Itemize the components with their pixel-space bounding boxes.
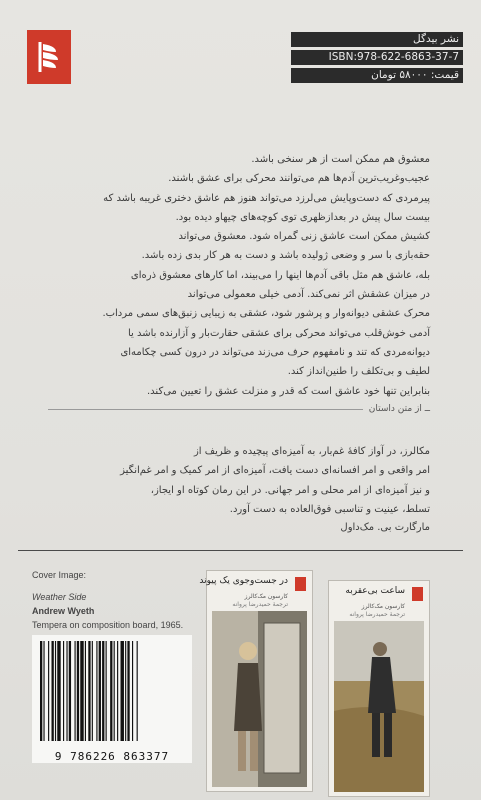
book-title: ساعت بی‌عقربه bbox=[345, 586, 405, 596]
barcode bbox=[32, 635, 192, 763]
barcode-bar bbox=[114, 641, 115, 741]
barcode-bar bbox=[88, 641, 90, 741]
blurb-line: دیوانه‌مردی که تند و نامفهوم حرف می‌زند می‌تواند در درون کسی چکامه‌ای bbox=[120, 346, 430, 358]
barcode-bar bbox=[63, 641, 64, 741]
source-attribution bbox=[48, 404, 430, 414]
barcode-bar bbox=[127, 641, 129, 741]
source-rule bbox=[48, 409, 363, 410]
blurb-line: بله، عاشق هم مثل باقی آدم‌ها اینها را می‌بیند، اما کارهای معشوق ذره‌ای bbox=[130, 269, 430, 281]
book-author: کارسون مک‌کالرز bbox=[244, 593, 288, 600]
barcode-bar bbox=[96, 641, 97, 741]
barcode-bar bbox=[117, 641, 118, 741]
barcode-bar bbox=[52, 641, 54, 741]
blurb-line: عجیب‌وغریب‌ترین آدم‌ها هم می‌توانند محرکی برای عشق باشند. bbox=[168, 173, 430, 185]
barcode-bar bbox=[77, 641, 79, 741]
artwork-title: Weather Side bbox=[32, 592, 87, 602]
blurb-excerpt bbox=[48, 150, 430, 401]
barcode-bar bbox=[99, 641, 101, 741]
barcode-bar bbox=[80, 641, 83, 741]
book-header bbox=[199, 571, 312, 608]
book-translator: ترجمهٔ حمیدرضا پروانه bbox=[349, 611, 405, 618]
blurb-line: لطیف و بی‌تکلف را طنین‌انداز کند. bbox=[287, 366, 430, 378]
barcode-bar bbox=[137, 641, 138, 741]
book-leaf-icon bbox=[36, 40, 62, 74]
barcode-bar bbox=[66, 641, 67, 741]
publisher-info bbox=[291, 32, 463, 83]
book-author: کارسون مک‌کالرز bbox=[361, 603, 405, 610]
quote-author: مارگارت بی. مک‌داول bbox=[340, 522, 430, 533]
blurb-line: کشیش ممکن است عاشق زنی گمراه شود. معشوق می‌تواند bbox=[178, 231, 430, 243]
publisher-logo bbox=[27, 30, 71, 84]
blurb-line: آدمی خوش‌قلب می‌تواند محرکی برای عشقی حقارت‌بار و آزارنده باشد یا bbox=[127, 327, 430, 339]
barcode-bar bbox=[40, 641, 42, 741]
blurb-line: در میزان عشقش اثر نمی‌کند. آدمی خیلی معمولی می‌تواند bbox=[187, 289, 430, 301]
price: قیمت: ۵۸۰۰۰ تومان bbox=[291, 68, 463, 83]
publisher-mark-icon bbox=[295, 577, 306, 591]
barcode-bar bbox=[75, 641, 76, 741]
barcode-bar bbox=[92, 641, 93, 741]
blurb-line: معشوق هم ممکن است از هر سنخی باشد. bbox=[251, 154, 430, 165]
barcode-bar bbox=[43, 641, 44, 741]
isbn: ISBN:978-622-6863-37-7 bbox=[291, 50, 463, 65]
book-cover-art bbox=[212, 611, 307, 787]
barcode-bar bbox=[55, 641, 56, 741]
barcode-bar bbox=[132, 641, 133, 741]
book-translator: ترجمهٔ حمیدرضا پروانه bbox=[232, 601, 288, 608]
quote-line: و نیز آمیزه‌ای از امر محلی و امر جهانی. در این رمان کوتاه او ایجاز، bbox=[150, 484, 430, 496]
barcode-bar bbox=[110, 641, 112, 741]
publisher-name: نشر بیدگل bbox=[291, 32, 463, 47]
publisher-mark-icon bbox=[412, 587, 423, 601]
cover-credit-label: Cover Image: bbox=[32, 570, 87, 580]
blurb-line: پیرمردی که دست‌وپایش می‌لرزد می‌تواند هنوز هم عاشق دختری غریبه باشد که bbox=[103, 192, 430, 204]
quote-line: امر واقعی و امر افسانه‌ای دست یافت، آمیزه‌ای از امر کمیک و امر غم‌انگیز bbox=[120, 465, 430, 477]
barcode-bar bbox=[69, 641, 71, 741]
related-book-1 bbox=[199, 570, 313, 792]
barcode-bar bbox=[106, 641, 107, 741]
blurb-line: حقه‌بازی با سر و وضعی ژولیده باشد و دست به هر کار بدی زده باشد. bbox=[141, 250, 430, 262]
source-label: ــ از متن داستان bbox=[368, 404, 430, 414]
book-cover-art bbox=[334, 621, 424, 792]
barcode-bars bbox=[40, 641, 184, 741]
barcode-bar bbox=[125, 641, 126, 741]
blurb-line: بیست سال پیش در بعدازظهری توی کوچه‌های چیهاو دیده بود. bbox=[175, 211, 430, 223]
barcode-number: 9 786226 863377 bbox=[54, 750, 170, 763]
barcode-bar bbox=[57, 641, 60, 741]
related-book-2 bbox=[328, 580, 430, 797]
artist-name: Andrew Wyeth bbox=[32, 606, 95, 616]
blurb-line: بنابراین تنها خود عاشق است که قدر و منزلت عشق را تعیین می‌کند. bbox=[147, 385, 430, 397]
barcode-bar bbox=[48, 641, 49, 741]
critic-quote bbox=[48, 442, 430, 519]
blurb-line: محرک عشقی دیوانه‌وار و پرشور شود، عشقی به زیبایی زنبق‌های سمی مرداب. bbox=[102, 308, 430, 320]
book-header bbox=[329, 581, 429, 618]
barcode-bar bbox=[121, 641, 124, 741]
barcode-bar bbox=[102, 641, 104, 741]
quote-line: تسلط، عینیت و تناسبی فوق‌العاده به دست آورد. bbox=[229, 503, 430, 515]
cover-credit bbox=[32, 568, 183, 632]
barcode-bar bbox=[85, 641, 86, 741]
quote-line: مکالرز، در آواز کافهٔ غم‌بار، به آمیزه‌ای پیچیده و ظریف از bbox=[193, 446, 430, 457]
section-divider bbox=[18, 550, 463, 551]
book-title: در جست‌وجوی یک پیوند bbox=[199, 576, 288, 586]
artwork-medium: Tempera on composition board, 1965. bbox=[32, 620, 184, 630]
